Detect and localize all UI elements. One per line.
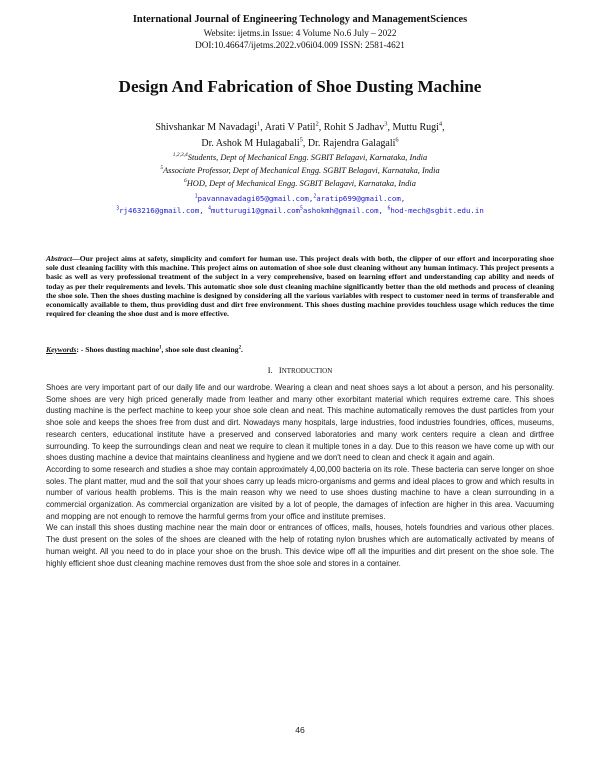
affiliation-1-sup: 1,2,3,4 (172, 152, 188, 159)
email-3-sup: 3 (116, 206, 120, 212)
author-2: Arati V Patil (264, 122, 316, 133)
email-1[interactable]: pavannavadagi05@gmail.com, (197, 194, 314, 203)
journal-issue: Website: ijetms.in Issue: 4 Volume No.6 July – 2022 (203, 28, 397, 38)
affiliation-1-text: Students, Dept of Mechanical Engg. SGBIT Belagavi, Karnataka, India (187, 153, 428, 162)
email-5[interactable]: ashokmh@gmail.com, (302, 206, 383, 215)
email-4[interactable]: mutturugi1@gmail.com (211, 206, 300, 215)
author-1-sup: 1 (256, 120, 261, 128)
author-4-sup: 4 (438, 120, 443, 128)
author-line-1: Shivshankar M Navadagi$^1$, Arati V Patil$^2$, Rohit S Jadhav$^3$, Muttu Rugi$^4$, (155, 120, 445, 133)
author-5: Dr. Ashok M Hulagabali (201, 138, 300, 149)
author-5-sup: 5 (299, 136, 303, 144)
author-6-sup: 6 (395, 136, 399, 144)
affiliation-3-text: HOD, Dept of Mechanical Engg. SGBIT Belagavi, Karnataka, India (186, 179, 416, 188)
keywords-text-3: . (241, 345, 243, 354)
affiliation-1 (0, 153, 600, 162)
email-line-2 (0, 206, 600, 215)
affiliation-3 (0, 179, 600, 188)
affiliation-2 (0, 166, 600, 175)
author-3: Rohit S Jadhav (323, 122, 385, 133)
abstract-text: —Our project aims at safety, simplicity and comfort for human use. This project deals with both, the clipper of our effort and incorporating shoe sole dust cleaning facility with this machine. This project aims on automation of shoe sole dust cleaning without any human intimacy. This project presents a basic as well as very professional treatment of the subject in a very comprehensive, based on learning effort and understanding cap ability and needs of today as per their requirements and levels. This automatic shoe sole dust cleaning machine significantly better than the old methods and process of cleaning the shoe sole. Then the shoes dusting machine is designed by considering all the various variables with respect to customer need in terms of transferable and economically available to them, thus providing dust and dirt free environment. This shoes dusting machine provides touchless usage which reduces the time required for cleaning the shoe dust and is more effective. (46, 254, 554, 319)
paper-title: Design And Fabrication of Shoe Dusting Machine (118, 77, 482, 96)
email-6[interactable]: hod-mech@sgbit.edu.in (390, 206, 484, 215)
affiliation-2-sup: 5 (160, 165, 164, 172)
author-6: Dr. Rajendra Galagali (307, 138, 396, 149)
email-6-sup: 6 (387, 206, 391, 212)
keywords-sup-2: 2 (238, 345, 242, 351)
affiliation-2-text: Associate Professor, Dept of Mechanical Engg. SGBIT Belagavi, Karnataka, India (163, 166, 440, 175)
email-1-sup: 1 (194, 194, 198, 200)
author-1: Shivshankar M Navadagi (155, 122, 257, 133)
journal-doi: DOI:10.46647/ijetms.2022.v06i04.009 ISSN: 2581-4621 (195, 40, 405, 50)
email-2[interactable]: aratip699@gmail.com, (316, 194, 406, 203)
keywords (46, 345, 554, 354)
page-number: 46 (295, 725, 305, 735)
keywords-text-2: , shoe sole dust cleaning (161, 345, 239, 354)
paragraph-2: According to some research and studies a shoe may contain approximately 4,00,000 bacteria on its role. These bacteria can serve longer on shoe soles. The plant matter, mud and the soil that your shoes carry up leads micro-organisms and germs and ideal places to grow and which results in number of various health problems. This is the main reason why we need to use shoes dusting machine to have a clean surrounding in a commercial organization. As commercial organization are visited by a lot of people, the damages of infection are higher in this area. Vacuuming and mopping are not enough to remove the harmful germs from your office and institute premises. (46, 464, 554, 521)
introduction-body (46, 382, 554, 569)
section-number: I. (267, 366, 273, 375)
abstract (46, 254, 554, 318)
keywords-text-1: : - Shoes dusting machine (76, 345, 160, 354)
author-2-sup: 2 (315, 120, 319, 128)
abstract-label: Abstract (46, 254, 73, 263)
author-3-sup: 3 (384, 120, 388, 128)
affiliation-3-sup: 6 (184, 178, 187, 185)
email-line-1 (0, 194, 600, 203)
email-3[interactable]: rj463216@gmail.com, (119, 206, 204, 215)
section-first-letter: I (278, 366, 282, 375)
email-2-sup: 2 (313, 194, 317, 200)
section-heading-introduction (0, 366, 600, 375)
keywords-label: Keywords (46, 345, 77, 354)
journal-name: International Journal of Engineering Technology and ManagementSciences (132, 14, 468, 25)
section-title-rest: NTRODUCTION (281, 367, 333, 375)
author-line-2: Dr. Ashok M Hulagabali$^5$, Dr. Rajendra Galagali$^6$ (201, 136, 399, 149)
keywords-sup-1: 1 (159, 345, 162, 351)
email-4-sup: 4 (208, 206, 211, 212)
email-5-sup: 5 (300, 206, 303, 212)
paragraph-3: We can install this shoes dusting machine near the main door or entrances of offices, malls, houses, hotels foundries and various other places. The dust present on the soles of the shoes are cleaned with the help of rotating nylon brushes which are automatically activated by means of human weight. All you need to do in place your shoe on the brush. This device wipe off all the impurities and dirt present on the shoe sole. The highly efficient shoe dust cleaning machine removes dust from the shoe sole and stores in a container. (46, 523, 554, 568)
paragraph-1: Shoes are very important part of our daily life and our wardrobe. Wearing a clean and neat shoes says a lot about a person, and his personality. Some shoes are very high priced generally made from leather and many other exorbitant material which requires extreme care. This shoes dusting machine is the perfect machine to keep your shoe sole clean and neat. This machine automatically removes the dust particles from your shoe sole and keeps the shoes free from dust and dirt. Nowadays many hospitals, large industries, food industries foundries, offices, museums, research centers, educational institute have a preserved and conserved laboratories and many work centers require a clean and dirtfree surrounding. To keep the surroundings clean and neat we require to clean it multiple tones in a day. Due to this reason we have come up with our shoes dusting machine a device that maintains cleanliness and hygiene and we don't need to clean and check it again and again. (46, 383, 554, 463)
author-4: Muttu Rugi (392, 122, 439, 133)
